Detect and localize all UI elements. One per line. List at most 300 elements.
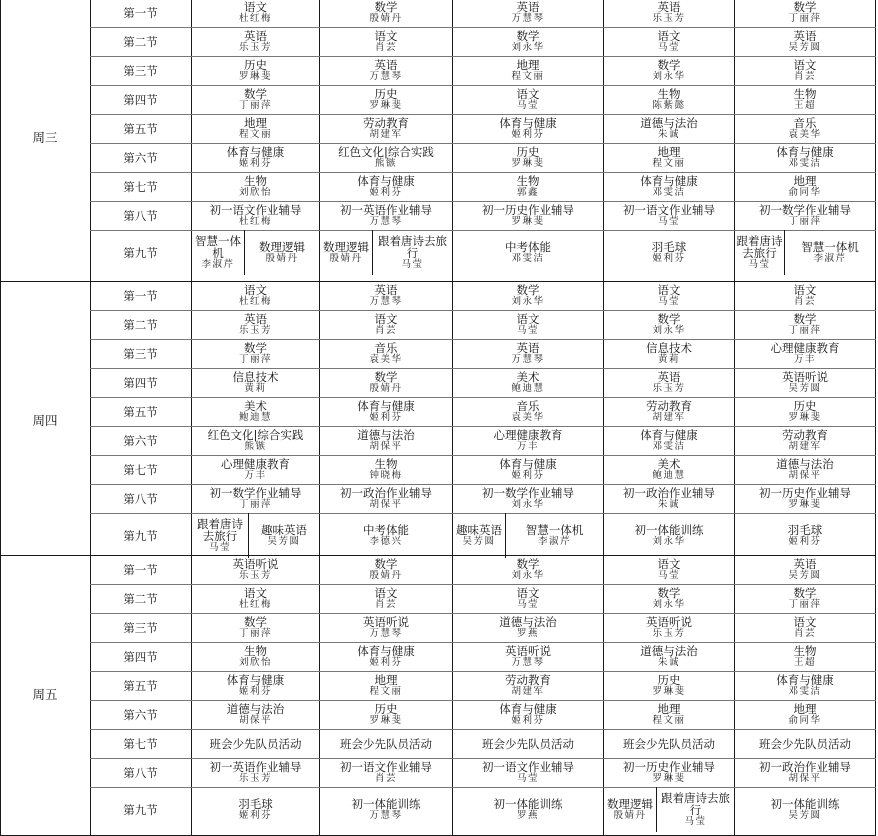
- teacher-name: 胡保平: [788, 773, 822, 784]
- teacher-name: 罗琳斐: [369, 100, 403, 111]
- subject-label: 初一语文作业辅导: [209, 203, 302, 217]
- teacher-name: 胡保平: [788, 470, 822, 481]
- class-cell: [192, 310, 319, 339]
- subject-label: 道德与法治: [357, 428, 415, 442]
- class-cell: [192, 787, 319, 832]
- class-cell: [604, 729, 734, 758]
- class-cell: [192, 85, 319, 114]
- subject-label: 劳动教育: [505, 673, 551, 687]
- subject-label: 初一政治作业辅导: [759, 760, 851, 774]
- subject-label: 数理逻辑: [607, 797, 653, 811]
- subject-label: 初一政治作业辅导: [623, 486, 715, 500]
- teacher-name: 刘永华: [511, 499, 545, 510]
- period-label: 第三节: [123, 63, 158, 78]
- period-label: 第四节: [123, 92, 158, 107]
- teacher-name: 程文丽: [652, 158, 686, 169]
- class-cell: [735, 281, 875, 310]
- teacher-name: 钟晓梅: [369, 470, 403, 481]
- period-label-cell: [90, 758, 191, 787]
- teacher-name: 俞同华: [788, 187, 822, 198]
- class-cell: [735, 114, 875, 143]
- class-cell: [657, 787, 734, 832]
- teacher-name: 邓雯洁: [652, 441, 686, 452]
- subject-label: 英语: [657, 370, 681, 384]
- teacher-name: 杜红梅: [238, 13, 272, 24]
- class-cell: [192, 397, 319, 426]
- subject-label: 数学: [516, 557, 540, 571]
- day-label-cell: [0, 555, 90, 832]
- teacher-name: 胡建军: [369, 129, 403, 140]
- teacher-name: 姬利芬: [652, 253, 686, 264]
- period-label: 第二节: [123, 591, 158, 606]
- teacher-name: 肖芸: [793, 628, 816, 639]
- subject-label: 英语: [244, 312, 267, 326]
- class-cell: [320, 368, 452, 397]
- subject-label: 地理: [516, 58, 540, 72]
- subject-label: 数学: [657, 58, 681, 72]
- teacher-name: 肖芸: [374, 773, 397, 784]
- grid-vline: [875, 0, 876, 836]
- teacher-name: 胡保平: [238, 715, 272, 726]
- period-label: 第六节: [123, 433, 158, 448]
- teacher-name: 罗燕: [516, 810, 539, 821]
- class-cell: [320, 27, 452, 56]
- subject-label: 数学: [244, 615, 267, 629]
- subject-label: 班会少先队员活动: [759, 736, 851, 751]
- period-label-cell: [90, 484, 191, 513]
- period-label: 第九节: [123, 245, 158, 260]
- subject-label: 劳动教育: [782, 428, 828, 442]
- period-label: 第八节: [123, 208, 158, 223]
- subject-label: 体育与健康: [776, 145, 834, 159]
- class-cell: [192, 671, 319, 700]
- class-cell: [192, 56, 319, 85]
- class-cell: [604, 613, 734, 642]
- teacher-name: 罗燕: [516, 628, 539, 639]
- teacher-name: 乐玉芳: [652, 13, 686, 24]
- subject-label: 语文: [516, 586, 540, 600]
- class-cell: [320, 143, 452, 172]
- class-cell: [453, 56, 603, 85]
- teacher-name: 丁丽萍: [788, 13, 822, 24]
- day-label-cell: [0, 281, 90, 558]
- subject-label: 心理健康教育: [221, 457, 290, 471]
- teacher-name: 朱诚: [657, 129, 680, 140]
- class-cell: [453, 0, 603, 27]
- class-cell: [604, 513, 734, 558]
- period-label-cell: [90, 310, 191, 339]
- teacher-name: 姬利芬: [238, 686, 272, 697]
- subject-label: 生物: [244, 174, 267, 188]
- class-cell: [192, 700, 319, 729]
- subject-label: 初一数学作业辅导: [209, 486, 302, 500]
- class-cell: [735, 310, 875, 339]
- class-cell: [320, 584, 452, 613]
- day-label: 周五: [32, 686, 58, 702]
- class-cell: [604, 484, 734, 513]
- teacher-name: 万慧琴: [369, 216, 403, 227]
- class-cell: [192, 281, 319, 310]
- subject-label: 英语: [516, 0, 540, 14]
- subject-label: 语文: [244, 586, 267, 600]
- period-label-cell: [90, 85, 191, 114]
- subject-label: 语文: [793, 283, 817, 297]
- class-cell: [453, 555, 603, 584]
- class-cell: [453, 201, 603, 230]
- subject-label: 红色文化|综合实践: [207, 428, 304, 442]
- teacher-name: 刘永华: [511, 42, 545, 53]
- subject-label: 初一语文作业辅导: [340, 760, 432, 774]
- class-cell: [320, 758, 452, 787]
- teacher-name: 黄莉: [657, 354, 680, 365]
- subject-label: 生物: [793, 644, 817, 658]
- class-cell: [735, 201, 875, 230]
- subject-label: 体育与健康: [499, 457, 557, 471]
- class-cell: [192, 172, 319, 201]
- teacher-name: 姬利芬: [369, 187, 403, 198]
- teacher-name: 朱诚: [657, 657, 680, 668]
- subject-label: 初一历史作业辅导: [482, 203, 574, 217]
- subject-label: 初一体能训练: [351, 797, 421, 811]
- subject-label: 美术: [657, 457, 681, 471]
- class-cell: [453, 397, 603, 426]
- teacher-name: 马莹: [516, 599, 539, 610]
- teacher-name: 王超: [793, 657, 816, 668]
- class-cell: [320, 513, 452, 558]
- teacher-name: 姬利芬: [369, 412, 403, 423]
- subject-label: 跟着唐诗去旅行: [197, 517, 243, 543]
- teacher-name: 鲍迪慧: [511, 383, 545, 394]
- subject-label: 英语: [374, 58, 398, 72]
- subject-label: 中考体能: [363, 523, 409, 537]
- subject-label: 数理逻辑: [259, 240, 305, 254]
- class-cell: [245, 230, 319, 275]
- class-cell: [735, 671, 875, 700]
- subject-label: 英语听说: [232, 557, 279, 571]
- teacher-name: 乐玉芳: [652, 628, 686, 639]
- class-cell: [735, 143, 875, 172]
- subject-label: 数学: [374, 0, 398, 14]
- teacher-name: 万慧琴: [511, 354, 545, 365]
- teacher-name: 马莹: [516, 325, 539, 336]
- class-cell: [453, 230, 603, 275]
- teacher-name: 乐玉芳: [238, 570, 272, 581]
- period-label: 第三节: [123, 346, 158, 361]
- teacher-name: 马莹: [657, 570, 680, 581]
- period-label: 第九节: [123, 528, 158, 543]
- teacher-name: 朱诚: [657, 499, 680, 510]
- subject-label: 历史: [374, 702, 398, 716]
- class-cell: [192, 426, 319, 455]
- subject-label: 英语: [374, 283, 398, 297]
- teacher-name: 熊镞: [244, 441, 267, 452]
- subject-label: 跟着唐诗去旅行: [736, 234, 783, 260]
- class-cell: [453, 310, 603, 339]
- subject-label: 班会少先队员活动: [623, 736, 715, 751]
- class-cell: [785, 230, 875, 275]
- class-cell: [735, 642, 875, 671]
- class-cell: [453, 172, 603, 201]
- subject-label: 数学: [657, 586, 681, 600]
- teacher-name: 肖芸: [793, 296, 816, 307]
- period-label-cell: [90, 143, 191, 172]
- class-cell: [320, 0, 452, 27]
- class-cell: [453, 671, 603, 700]
- teacher-name: 吴芳圆: [788, 570, 822, 581]
- teacher-name: 马莹: [657, 216, 680, 227]
- subject-label: 体育与健康: [640, 428, 698, 442]
- class-cell: [320, 310, 452, 339]
- class-cell: [192, 201, 319, 230]
- subject-label: 数学: [516, 29, 540, 43]
- subject-label: 信息技术: [646, 341, 692, 355]
- period-label: 第七节: [123, 736, 158, 751]
- teacher-name: 吴芳圆: [788, 383, 822, 394]
- subject-label: 体育与健康: [357, 399, 415, 413]
- subject-label: 班会少先队员活动: [482, 736, 574, 751]
- class-cell: [320, 172, 452, 201]
- teacher-name: 袁美华: [369, 354, 403, 365]
- teacher-name: 万慧琴: [511, 13, 545, 24]
- teacher-name: 肖芸: [374, 325, 397, 336]
- teacher-name: 俞同华: [788, 715, 822, 726]
- subject-label: 跟着唐诗去旅行: [378, 234, 447, 260]
- subject-label: 生物: [244, 644, 267, 658]
- subject-label: 心理健康教育: [770, 341, 840, 355]
- teacher-name: 万丰: [244, 470, 267, 481]
- class-cell: [604, 56, 734, 85]
- teacher-name: 丁丽萍: [238, 499, 272, 510]
- teacher-name: 胡建军: [788, 441, 822, 452]
- subject-label: 地理: [657, 145, 681, 159]
- period-label-cell: [90, 426, 191, 455]
- class-cell: [320, 455, 452, 484]
- teacher-name: 李淑芹: [201, 259, 235, 270]
- class-cell: [453, 426, 603, 455]
- class-cell: [735, 426, 875, 455]
- class-cell: [604, 368, 734, 397]
- subject-label: 音乐: [374, 341, 398, 355]
- subject-label: 英语听说: [782, 370, 828, 384]
- teacher-name: 刘永华: [652, 71, 686, 82]
- teacher-name: 李淑芹: [537, 536, 571, 547]
- teacher-name: 邓雯洁: [652, 187, 686, 198]
- subject-label: 英语: [657, 0, 681, 14]
- teacher-name: 吴芳圆: [788, 810, 822, 821]
- class-cell: [735, 85, 875, 114]
- teacher-name: 李德兴: [369, 536, 403, 547]
- subject-label: 地理: [793, 702, 817, 716]
- class-cell: [604, 114, 734, 143]
- subject-label: 初一数学作业辅导: [482, 486, 574, 500]
- subject-label: 语文: [657, 557, 681, 571]
- subject-label: 英语: [793, 29, 817, 43]
- teacher-name: 王超: [793, 100, 816, 111]
- teacher-name: 万丰: [793, 354, 816, 365]
- period-label-cell: [90, 27, 191, 56]
- class-cell: [320, 201, 452, 230]
- teacher-name: 吴芳圆: [267, 536, 301, 547]
- subject-label: 班会少先队员活动: [340, 736, 432, 751]
- class-cell: [320, 114, 452, 143]
- period-label: 第二节: [123, 34, 158, 49]
- subject-label: 羽毛球: [238, 797, 273, 811]
- subject-label: 体育与健康: [357, 644, 415, 658]
- teacher-name: 马莹: [516, 773, 539, 784]
- class-cell: [604, 201, 734, 230]
- class-cell: [735, 172, 875, 201]
- period-label: 第五节: [123, 404, 158, 419]
- class-cell: [320, 555, 452, 584]
- subject-label: 音乐: [793, 116, 817, 130]
- subject-label: 体育与健康: [499, 116, 557, 130]
- subject-label: 语文: [516, 87, 540, 101]
- subject-label: 语文: [374, 29, 398, 43]
- teacher-name: 程文丽: [511, 71, 545, 82]
- period-label-cell: [90, 56, 191, 85]
- class-cell: [453, 368, 603, 397]
- subject-label: 生物: [657, 87, 681, 101]
- teacher-name: 马莹: [657, 296, 680, 307]
- teacher-name: 姬利芬: [238, 158, 272, 169]
- subject-label: 生物: [374, 457, 398, 471]
- subject-label: 数学: [516, 283, 540, 297]
- teacher-name: 姬利芬: [511, 715, 545, 726]
- teacher-name: 熊镞: [374, 158, 397, 169]
- class-cell: [735, 368, 875, 397]
- subject-label: 语文: [657, 29, 681, 43]
- teacher-name: 丁丽萍: [238, 100, 272, 111]
- teacher-name: 丁丽萍: [238, 354, 272, 365]
- teacher-name: 程文丽: [369, 686, 403, 697]
- period-label-cell: [90, 671, 191, 700]
- class-cell: [320, 397, 452, 426]
- subject-label: 语文: [516, 312, 540, 326]
- class-cell: [192, 143, 319, 172]
- teacher-name: 姬利芬: [238, 810, 272, 821]
- teacher-name: 马莹: [516, 100, 539, 111]
- subject-label: 道德与法治: [499, 615, 557, 629]
- teacher-name: 吴芳圆: [788, 42, 822, 53]
- subject-label: 英语: [244, 29, 267, 43]
- teacher-name: 胡建军: [511, 686, 545, 697]
- subject-label: 英语听说: [363, 615, 409, 629]
- class-cell: [453, 114, 603, 143]
- subject-label: 红色文化|综合实践: [338, 145, 434, 159]
- teacher-name: 刘欣怡: [238, 657, 272, 668]
- subject-label: 初一英语作业辅导: [340, 203, 432, 217]
- teacher-name: 胡保平: [369, 441, 403, 452]
- subject-label: 美术: [244, 399, 267, 413]
- teacher-name: 姬利芬: [369, 657, 403, 668]
- period-label: 第八节: [123, 491, 158, 506]
- teacher-name: 罗琳斐: [788, 499, 822, 510]
- class-cell: [604, 642, 734, 671]
- period-label-cell: [90, 114, 191, 143]
- class-cell: [453, 143, 603, 172]
- class-cell: [604, 339, 734, 368]
- teacher-name: 邓雯洁: [788, 686, 822, 697]
- class-cell: [735, 230, 784, 275]
- teacher-name: 肖芸: [374, 42, 397, 53]
- class-cell: [604, 671, 734, 700]
- subject-label: 跟着唐诗去旅行: [661, 791, 730, 817]
- class-cell: [735, 484, 875, 513]
- class-cell: [320, 230, 372, 275]
- teacher-name: 李淑芹: [813, 253, 847, 264]
- class-cell: [735, 513, 875, 558]
- period-label: 第二节: [123, 317, 158, 332]
- teacher-name: 万慧琴: [369, 628, 403, 639]
- teacher-name: 万慧琴: [511, 657, 545, 668]
- class-cell: [453, 787, 603, 832]
- class-cell: [604, 555, 734, 584]
- subject-label: 数学: [244, 341, 267, 355]
- class-cell: [604, 700, 734, 729]
- teacher-name: 刘欣怡: [238, 187, 272, 198]
- class-cell: [604, 172, 734, 201]
- class-cell: [735, 584, 875, 613]
- period-label: 第四节: [123, 375, 158, 390]
- subject-label: 数学: [244, 87, 267, 101]
- teacher-name: 万慧琴: [369, 296, 403, 307]
- subject-label: 语文: [793, 58, 817, 72]
- teacher-name: 马莹: [657, 42, 680, 53]
- teacher-name: 邓雯洁: [788, 158, 822, 169]
- subject-label: 英语: [793, 557, 817, 571]
- class-cell: [320, 85, 452, 114]
- period-label: 第一节: [123, 288, 158, 303]
- period-label-cell: [90, 700, 191, 729]
- period-label: 第七节: [123, 462, 158, 477]
- period-label: 第七节: [123, 179, 158, 194]
- teacher-name: 邓雯洁: [511, 253, 545, 264]
- teacher-name: 罗琳斐: [788, 412, 822, 423]
- subject-label: 数学: [374, 370, 398, 384]
- subject-label: 生物: [793, 87, 817, 101]
- teacher-name: 黄莉: [244, 383, 267, 394]
- class-cell: [192, 339, 319, 368]
- subject-label: 地理: [244, 116, 267, 130]
- class-cell: [735, 613, 875, 642]
- period-label-cell: [90, 642, 191, 671]
- subject-label: 体育与健康: [357, 174, 415, 188]
- subject-label: 体育与健康: [499, 702, 557, 716]
- class-cell: [320, 484, 452, 513]
- subject-label: 初一历史作业辅导: [759, 486, 851, 500]
- teacher-name: 罗琳斐: [652, 686, 686, 697]
- class-cell: [604, 584, 734, 613]
- teacher-name: 姬利芬: [511, 470, 545, 481]
- teacher-name: 殷婧丹: [369, 383, 403, 394]
- subject-label: 道德与法治: [640, 116, 698, 130]
- class-cell: [320, 671, 452, 700]
- period-label: 第八节: [123, 765, 158, 780]
- subject-label: 美术: [516, 370, 540, 384]
- period-label-cell: [90, 513, 191, 558]
- teacher-name: 肖芸: [793, 71, 816, 82]
- subject-label: 地理: [374, 673, 398, 687]
- class-cell: [604, 230, 734, 275]
- class-cell: [192, 230, 244, 275]
- day-label-cell: [0, 0, 90, 275]
- subject-label: 语文: [793, 615, 817, 629]
- class-cell: [249, 513, 319, 558]
- teacher-name: 鲍迪慧: [652, 470, 686, 481]
- teacher-name: 罗琳斐: [511, 158, 545, 169]
- subject-label: 语文: [657, 283, 681, 297]
- subject-label: 数学: [793, 0, 817, 14]
